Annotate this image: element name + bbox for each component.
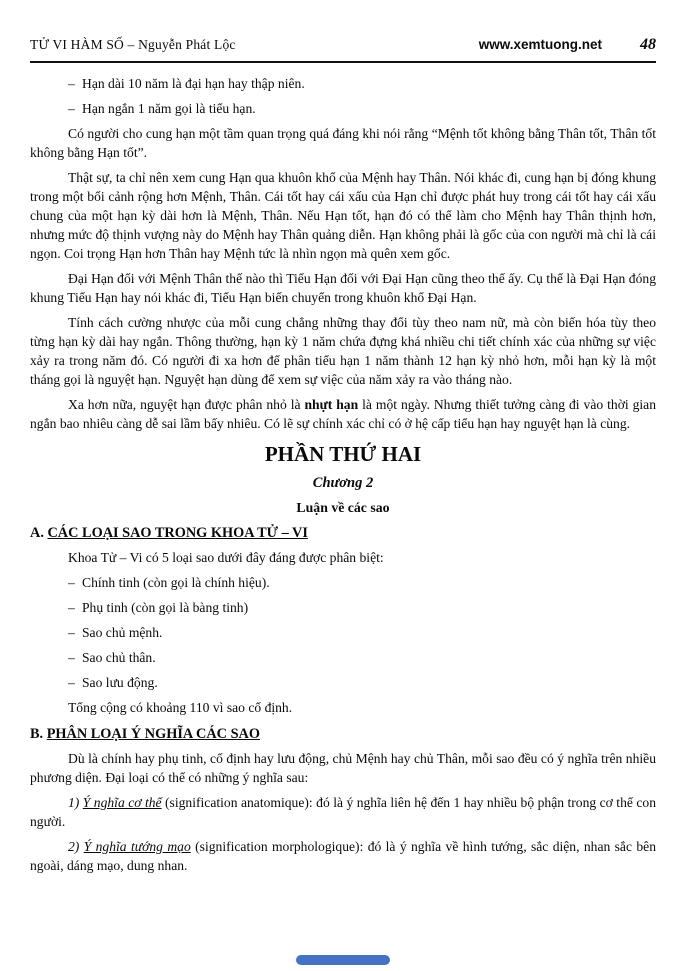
paragraph: Tổng cộng có khoảng 110 vì sao cố định. (68, 700, 293, 715)
section-title: CÁC LOẠI SAO TRONG KHOA TỬ – VI (47, 525, 308, 541)
section-heading-b (30, 726, 656, 743)
text-run: Xa hơn nữa, nguyệt hạn được phân nhỏ là (68, 397, 305, 412)
page-number: 48 (640, 36, 656, 53)
book-title: TỬ VI HÀM SỐ – Nguyễn Phát Lộc (30, 37, 236, 52)
list-item-text: Sao lưu động. (82, 675, 158, 690)
list-item-text: Hạn ngắn 1 năm gọi là tiểu hạn. (82, 101, 256, 116)
list-item (30, 598, 656, 617)
list-dash: – (68, 575, 75, 590)
list-item-text: Phụ tinh (còn gọi là bàng tinh) (82, 600, 249, 615)
list-item (30, 673, 656, 692)
page-body (30, 74, 656, 875)
list-item-text: Chính tinh (còn gọi là chính hiệu). (82, 575, 270, 590)
text-run: (signification morphologique): đó là ý nghĩa về hình tướng, sắc diện, nhan sắc bên ngoài, dáng mạo, dung nhan. (30, 839, 656, 873)
text-run: Ý nghĩa tướng mạo (83, 839, 191, 854)
list-item-text: Hạn dài 10 năm là đại hạn hay thập niên. (82, 76, 305, 91)
page-header-right (479, 36, 656, 54)
list-dash: – (68, 625, 75, 640)
part-title: PHẦN THỨ HAI (264, 442, 422, 466)
section-title: PHÂN LOẠI Ý NGHĨA CÁC SAO (46, 726, 260, 742)
list-item (30, 573, 656, 592)
list-item (30, 648, 656, 667)
chapter-title: Chương 2 (312, 475, 374, 491)
section-heading-a (30, 525, 656, 542)
bottom-scroll-indicator[interactable] (296, 955, 390, 965)
list-item-text: Sao chủ mệnh. (82, 625, 163, 640)
section-letter: B. (30, 726, 47, 742)
list-item-text: Sao chủ thân. (82, 650, 156, 665)
chapter-subtitle: Luận về các sao (296, 500, 390, 515)
paragraph: Đại Hạn đối với Mệnh Thân thế nào thì Tiểu Hạn đối với Đại Hạn cũng theo thế ấy. Cụ thể là Đại Hạn đóng khung Tiểu Hạn hay nói khác đi, Tiểu Hạn biến chuyển trong khuôn khổ Đại Hạn. (30, 271, 656, 305)
website-url: www.xemtuong.net (478, 37, 602, 52)
text-run: 1) (68, 795, 83, 810)
text-run: 2) (68, 839, 84, 854)
list-item (30, 623, 656, 642)
list-dash: – (68, 76, 75, 91)
paragraph: Khoa Tử – Vi có 5 loại sao dưới đây đáng được phân biệt: (68, 550, 384, 565)
list-dash: – (68, 600, 75, 615)
text-run: Ý nghĩa cơ thể (82, 795, 162, 810)
paragraph (30, 793, 656, 831)
text-run: nhựt hạn (304, 397, 359, 412)
list-item (30, 74, 656, 93)
list-dash: – (68, 101, 75, 116)
list-item (30, 99, 656, 118)
paragraph: Có người cho cung hạn một tầm quan trọng quá đáng khi nói rằng “Mệnh tốt không bằng Thân tốt, Thân tốt không bằng Hạn tốt”. (30, 126, 656, 160)
section-letter: A. (30, 525, 48, 541)
paragraph (30, 395, 656, 433)
page-header (30, 36, 656, 63)
list-dash: – (68, 675, 75, 690)
list-dash: – (68, 650, 75, 665)
paragraph: Tính cách cường nhược của mỗi cung chẳng những thay đổi tùy theo nam nữ, mà còn biến hóa tùy theo từng hạn kỳ dài hay ngắn. Thông thường, hạn kỳ 1 năm chứa đựng khá nhiều chi tiết chính xác của những sự việc xảy ra trong năm đó. Có người đi xa hơn để phân tiểu hạn 1 năm thành 12 hạn kỳ nhỏ hơn, mỗi hạn kỳ là một tháng gọi là nguyệt hạn. Nguyệt hạn dùng để xem sự việc của năm xảy ra vào tháng nào. (30, 315, 656, 387)
text-run: (signification anatomique): đó là ý nghĩa liên hệ đến 1 hay nhiều bộ phận trong cơ thể con người. (30, 795, 656, 829)
paragraph: Thật sự, ta chỉ nên xem cung Hạn qua khuôn khổ của Mệnh hay Thân. Nói khác đi, cung hạn bị đóng khung trong một bối cảnh rộng hơn Mệnh, Thân. Cái tốt hay cái xấu của Hạn chỉ được phát huy trong cái tốt hay cái xấu chung của một hạn kỳ dài hơn là Mệnh, Thân. Nếu Hạn tốt, hạn đó có thể làm cho Mệnh hay Thân thịnh hơn, nhưng mức độ thịnh vượng này do Mệnh hay Thân quảng diễn. Hạn không phải là gốc của con người mà chỉ là cái ngọn. Coi trọng Hạn hơn Thân hay Mệnh tức là nhìn ngọn mà quên xem gốc. (30, 170, 656, 261)
paragraph (30, 837, 656, 875)
paragraph: Dù là chính hay phụ tinh, cố định hay lưu động, chủ Mệnh hay chủ Thân, mỗi sao đều có ý nghĩa trên nhiều phương diện. Đại loại có thể có những ý nghĩa sau: (30, 751, 656, 785)
text-run: là một ngày. Nhưng thiết tưởng càng đi vào thời gian ngắn bao nhiêu càng dễ sai lầm bấy nhiêu. Có lẽ sự chính xác chỉ có ở hệ cấp tiểu hạn hay nguyệt hạn là cùng. (30, 397, 657, 431)
